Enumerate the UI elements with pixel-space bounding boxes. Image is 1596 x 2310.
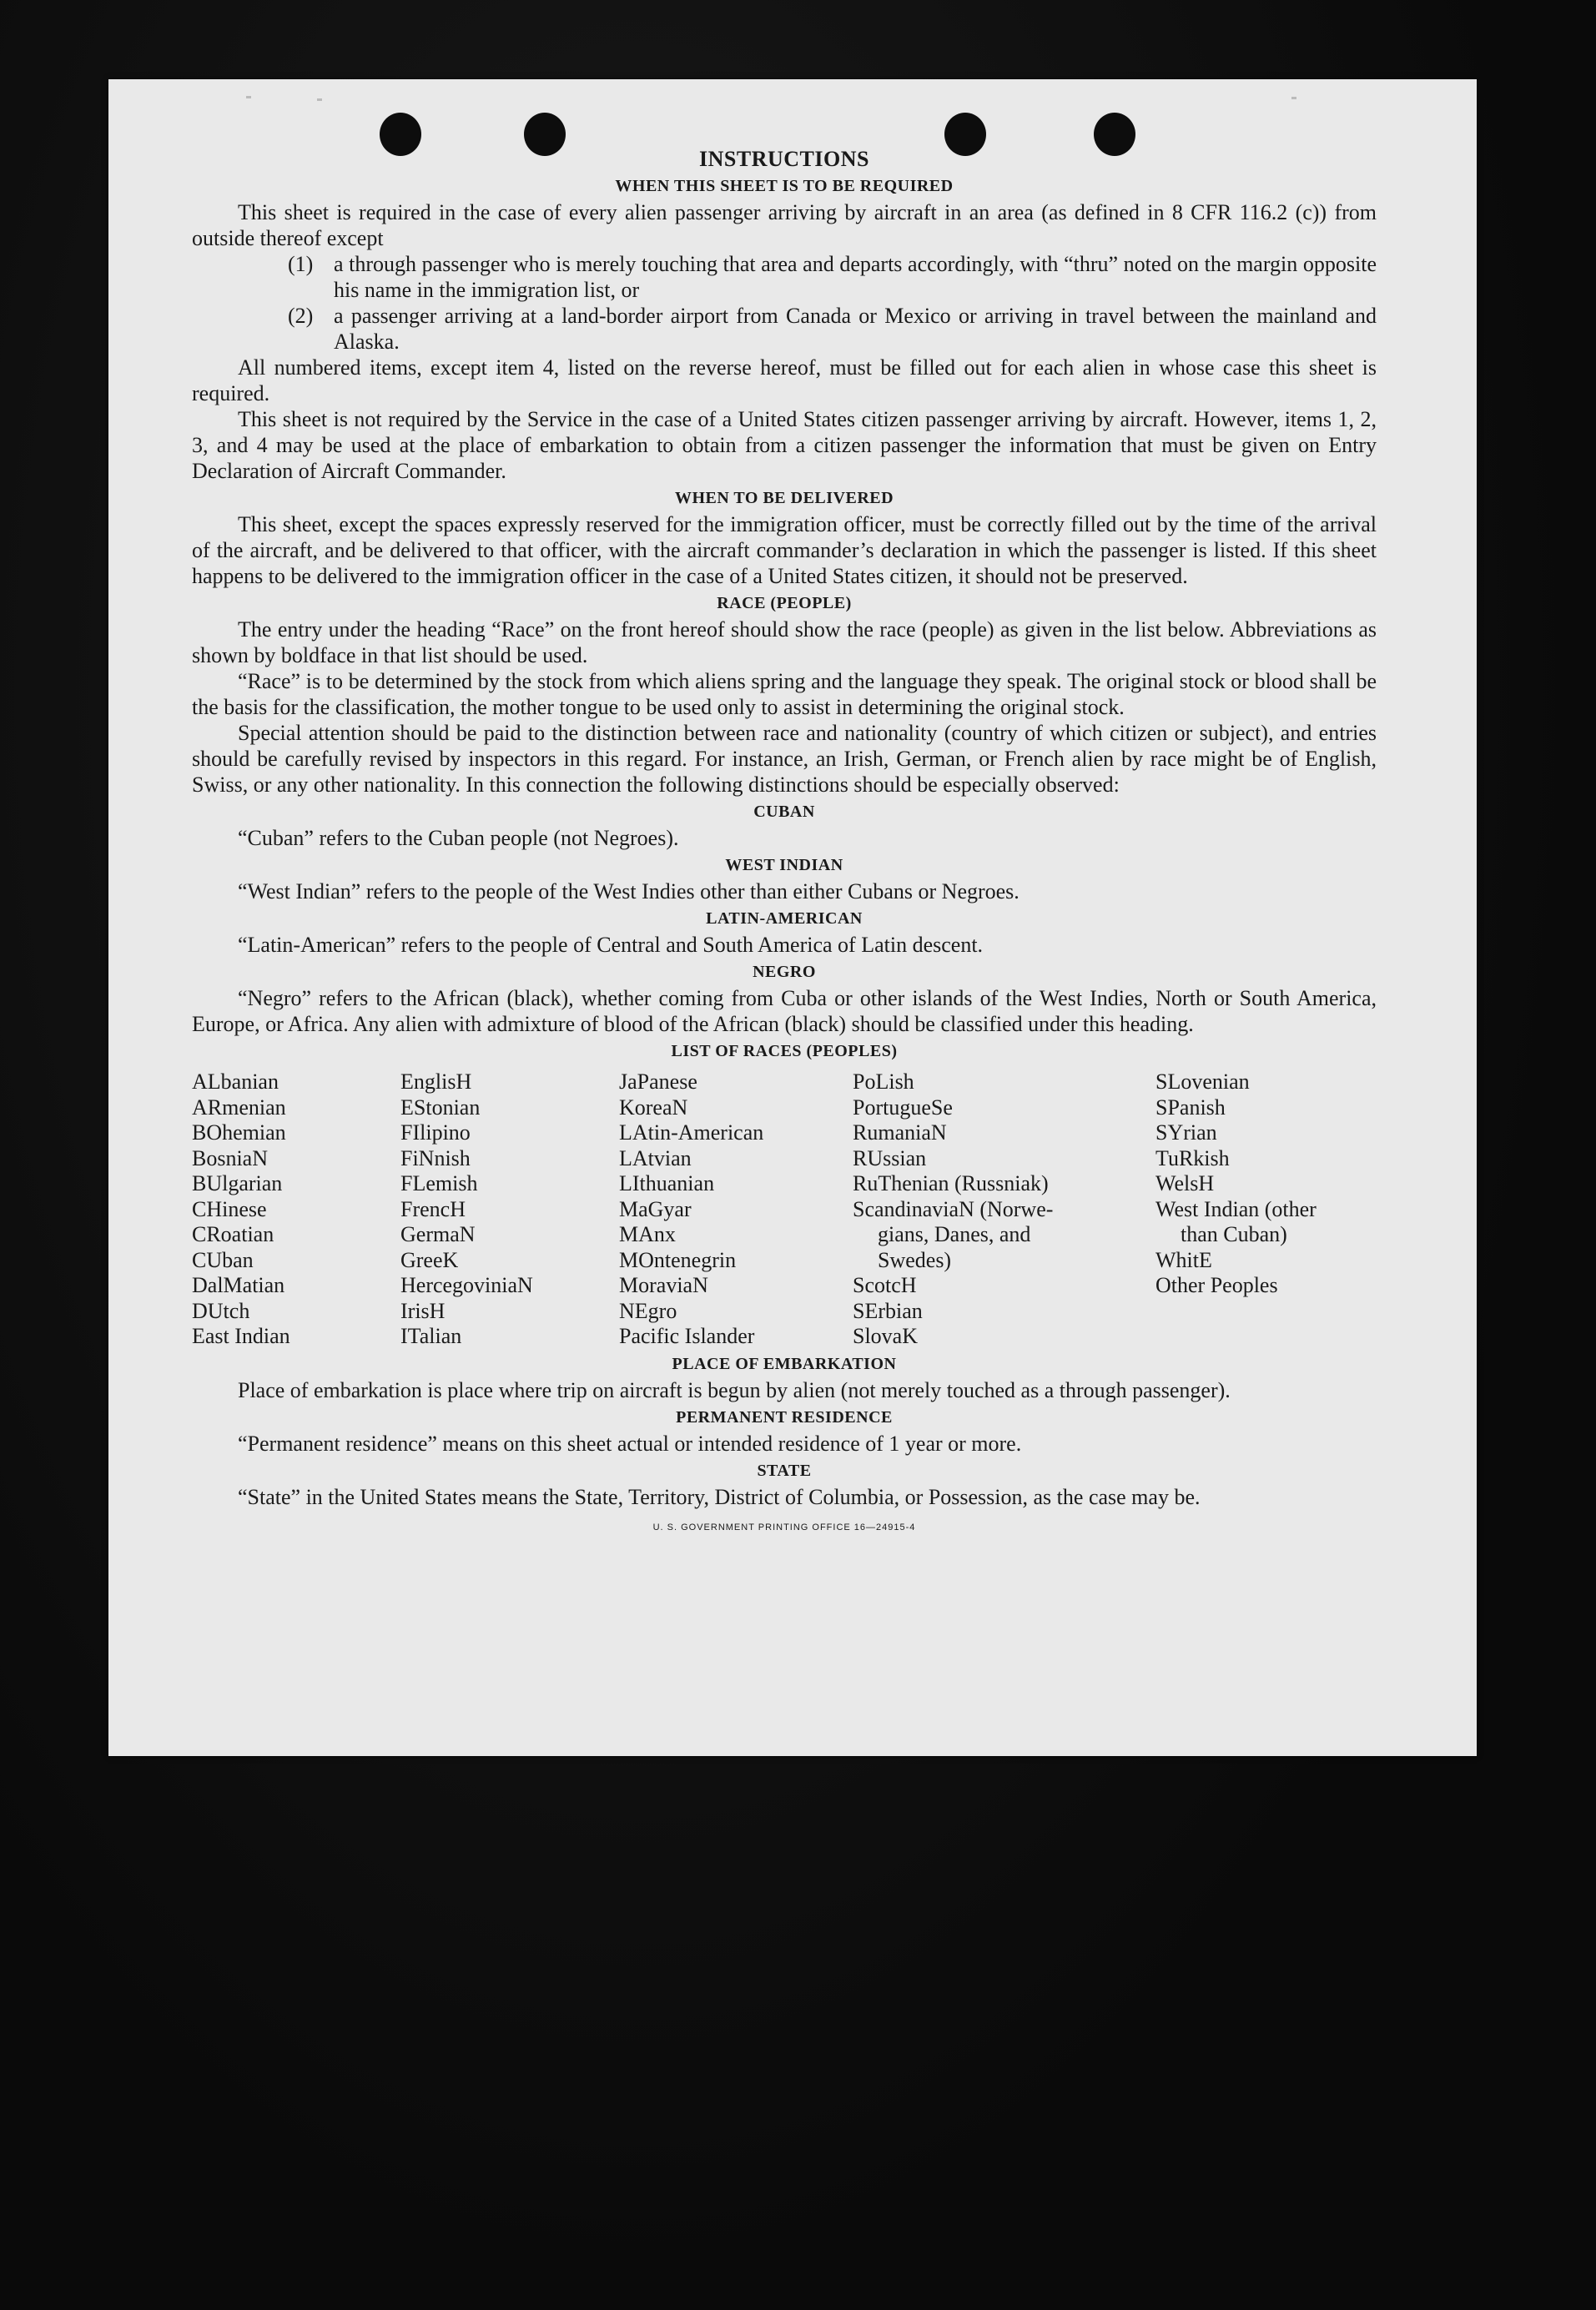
- section-heading: NEGRO: [753, 963, 816, 981]
- race-column: [1155, 1069, 1377, 1350]
- section-heading: CUBAN: [753, 803, 815, 821]
- list-item: [288, 251, 1377, 303]
- paragraph: Special attention should be paid to the distinction between race and nationality (country of which citizen or subject), and entries should be carefully revised by inspectors in this regard. For instance, an Irish, German, or French alien by race might be of English, Swiss, or any other nationality. In this connection the following distinctions should be especially observed:: [192, 721, 1377, 797]
- race-item: NEgro: [619, 1298, 677, 1323]
- paragraph: “State” in the United States means the State, Territory, District of Columbia, or Possession, as the case may be.: [238, 1484, 1201, 1509]
- race-item: EnglisH: [400, 1069, 472, 1094]
- race-item: DalMatian: [192, 1273, 285, 1297]
- race-item: WelsH: [1155, 1171, 1215, 1195]
- printer-imprint: U. S. GOVERNMENT PRINTING OFFICE 16—24915-4: [652, 1522, 916, 1532]
- race-item: ScotcH: [853, 1273, 917, 1297]
- race-item: BosniaN: [192, 1145, 268, 1170]
- section-heading: RACE (PEOPLE): [717, 594, 852, 612]
- race-item: RumaniaN: [853, 1120, 947, 1145]
- race-item: SlovaK: [853, 1324, 918, 1348]
- section-heading: LATIN-AMERICAN: [706, 909, 863, 928]
- item-number: (1): [288, 252, 314, 276]
- race-item: GreeK: [400, 1247, 459, 1272]
- race-item: JaPanese: [619, 1069, 697, 1094]
- section-heading: PERMANENT RESIDENCE: [676, 1407, 893, 1427]
- race-item: SYrian: [1155, 1120, 1217, 1145]
- race-item: CUban: [192, 1247, 254, 1272]
- paragraph: “Permanent residence” means on this sheet actual or intended residence of 1 year or more.: [238, 1431, 1022, 1456]
- race-item: IrisH: [400, 1298, 446, 1323]
- race-item-continuation: gians, Danes, and: [878, 1222, 1031, 1246]
- race-item: BUlgarian: [192, 1171, 283, 1195]
- section-heading: LIST OF RACES (PEOPLES): [671, 1042, 898, 1060]
- race-item: WhitE: [1155, 1247, 1212, 1272]
- race-item: KoreaN: [619, 1095, 688, 1120]
- race-item: LAtin-American: [619, 1120, 764, 1145]
- race-item: BOhemian: [192, 1120, 286, 1145]
- race-item: EStonian: [400, 1095, 481, 1120]
- race-column: [619, 1069, 853, 1350]
- race-item: Other Peoples: [1155, 1273, 1278, 1297]
- race-item: FLemish: [400, 1171, 478, 1195]
- section-heading: WHEN TO BE DELIVERED: [674, 489, 894, 507]
- race-item: TuRkish: [1155, 1145, 1230, 1170]
- paragraph: This sheet is required in the case of every alien passenger arriving by aircraft in an area (as defined in 8 CFR 116.2 (c)) from outside thereof except: [192, 200, 1377, 250]
- paragraph: “Latin-American” refers to the people of Central and South America of Latin descent.: [238, 933, 984, 957]
- section-heading: PLACE OF EMBARKATION: [672, 1354, 897, 1373]
- race-item: SPanish: [1155, 1095, 1226, 1120]
- race-item: PortugueSe: [853, 1095, 953, 1120]
- page-title: INSTRUCTIONS: [699, 147, 869, 171]
- race-item: CHinese: [192, 1196, 267, 1221]
- race-item: MOntenegrin: [619, 1247, 737, 1272]
- race-item-continuation: Swedes): [878, 1247, 952, 1272]
- race-item: West Indian (other: [1155, 1196, 1317, 1221]
- race-item: ScandinaviaN (Norwe-: [853, 1196, 1054, 1221]
- race-item: LAtvian: [619, 1145, 692, 1170]
- race-item: DUtch: [192, 1298, 250, 1323]
- race-item: East Indian: [192, 1324, 290, 1348]
- section-heading: WHEN THIS SHEET IS TO BE REQUIRED: [615, 177, 954, 195]
- paragraph: All numbered items, except item 4, listed on the reverse hereof, must be filled out for each alien in whose case this sheet is required.: [192, 355, 1377, 405]
- race-item: ITalian: [400, 1324, 462, 1348]
- paragraph: This sheet, except the spaces expressly reserved for the immigration officer, must be correctly filled out by the time of the arrival of the aircraft, and be delivered to that officer, with the aircraft commander’s declaration in which the passenger is listed. If this sheet happens to be delivered to the immigration officer in the case of a United States citizen, it should not be preserved.: [192, 512, 1377, 588]
- race-item: RUssian: [853, 1145, 927, 1170]
- document-page: [108, 79, 1477, 1756]
- race-item: MoraviaN: [619, 1273, 708, 1297]
- race-item: PoLish: [853, 1069, 914, 1094]
- list-item: [288, 303, 1377, 355]
- race-item: Pacific Islander: [619, 1324, 755, 1348]
- scan-speck: [246, 96, 251, 98]
- paragraph: This sheet is not required by the Service in the case of a United States citizen passenger arriving by aircraft. However, items 1, 2, 3, and 4 may be used at the place of embarkation to obtain from a citizen passenger the information that must be given on Entry Declaration of Aircraft Commander.: [192, 407, 1377, 483]
- race-item: HercegoviniaN: [400, 1273, 533, 1297]
- race-item: MaGyar: [619, 1196, 692, 1221]
- race-item: CRoatian: [192, 1222, 274, 1246]
- race-item: FrencH: [400, 1196, 466, 1221]
- item-number: (2): [288, 304, 314, 328]
- race-item: RuThenian (Russniak): [853, 1171, 1049, 1195]
- race-item: MAnx: [619, 1222, 676, 1246]
- scan-speck: [1291, 97, 1296, 99]
- race-item: SLovenian: [1155, 1069, 1250, 1094]
- race-column: [192, 1069, 400, 1350]
- race-item: FiNnish: [400, 1145, 471, 1170]
- paragraph: “West Indian” refers to the people of the West Indies other than either Cubans or Negroes.: [238, 879, 1020, 903]
- paragraph: “Race” is to be determined by the stock from which aliens spring and the language they speak. The original stock or blood shall be the basis for the classification, the mother tongue to be used only to assist in determining the original stock.: [192, 669, 1377, 719]
- paragraph: “Negro” refers to the African (black), whether coming from Cuba or other islands of the West Indies, North or South America, Europe, or Africa. Any alien with admixture of blood of the African (black) should be classified under this heading.: [192, 986, 1377, 1036]
- section-heading: WEST INDIAN: [725, 856, 843, 874]
- race-list: [192, 1069, 1377, 1350]
- item-text: a through passenger who is merely touching that area and departs accordingly, with “thru” noted on the margin opposite his name in the immigration list, or: [334, 252, 1377, 302]
- race-item: GermaN: [400, 1222, 476, 1246]
- instructions-content: [192, 144, 1377, 1541]
- race-item: SErbian: [853, 1298, 923, 1323]
- paragraph: “Cuban” refers to the Cuban people (not Negroes).: [238, 826, 679, 850]
- item-text: a passenger arriving at a land-border airport from Canada or Mexico or arriving in travel between the mainland and Alaska.: [334, 304, 1377, 354]
- paragraph: The entry under the heading “Race” on the front hereof should show the race (people) as given in the list below. Abbreviations as shown by boldface in that list should be used.: [192, 617, 1377, 667]
- race-column: [853, 1069, 1155, 1350]
- race-item: FIlipino: [400, 1120, 471, 1145]
- race-item: LIthuanian: [619, 1171, 715, 1195]
- race-item: ALbanian: [192, 1069, 279, 1094]
- section-heading: STATE: [757, 1461, 812, 1480]
- race-item-continuation: than Cuban): [1181, 1222, 1287, 1246]
- paragraph: Place of embarkation is place where trip on aircraft is begun by alien (not merely touched as a through passenger).: [238, 1377, 1231, 1402]
- scan-speck: [317, 98, 322, 101]
- race-item: ARmenian: [192, 1095, 286, 1120]
- race-column: [400, 1069, 619, 1350]
